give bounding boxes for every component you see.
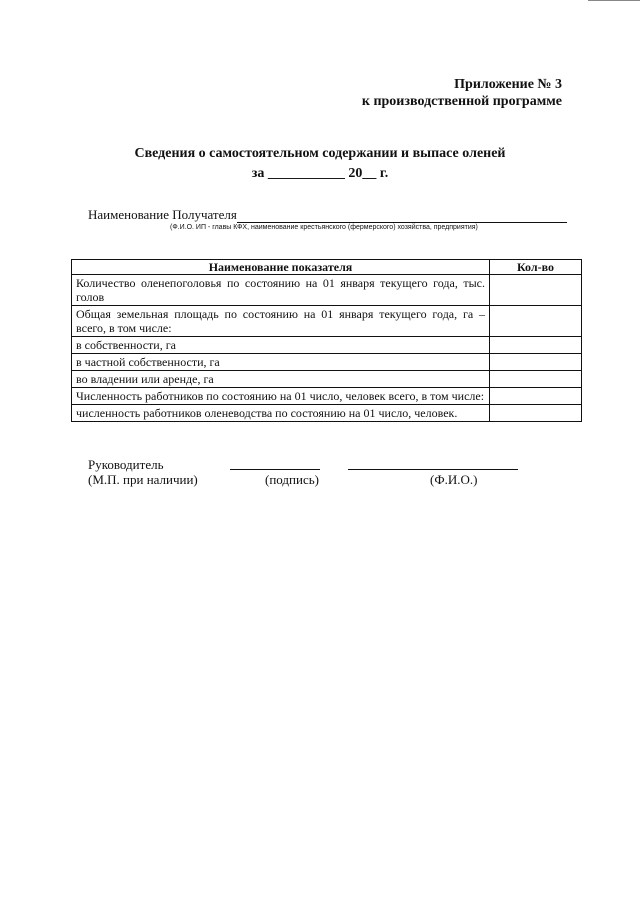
table-row: [72, 405, 582, 422]
table-header-row: [72, 260, 582, 275]
indicator-name: Общая земельная площадь по состоянию на 01 января текущего года, га – всего, в том числе:: [72, 306, 490, 337]
table-row: [72, 275, 582, 306]
table-row: [72, 354, 582, 371]
column-header-quantity: Кол-во: [490, 260, 582, 275]
indicator-name: во владении или аренде, га: [72, 371, 490, 388]
fio-line: [348, 469, 518, 470]
indicator-value: [490, 405, 582, 422]
recipient-fill-line: [237, 210, 567, 223]
recipient-label: Наименование Получателя: [88, 207, 237, 222]
table-row: [72, 371, 582, 388]
indicator-value: [490, 306, 582, 337]
recipient-field: [88, 207, 567, 223]
column-header-name: Наименование показателя: [72, 260, 490, 275]
appendix-number: Приложение № 3: [454, 77, 562, 92]
indicator-name: численность работников оленеводства по состоянию на 01 число, человек.: [72, 405, 490, 422]
indicator-name: Количество оленепоголовья по состоянию на 01 января текущего года, тыс. голов: [72, 275, 490, 306]
fio-caption: (Ф.И.О.): [430, 472, 478, 487]
table-row: [72, 306, 582, 337]
signature-caption: (подпись): [265, 472, 319, 487]
table-row: [72, 388, 582, 405]
indicator-value: [490, 354, 582, 371]
indicator-name: в собственности, га: [72, 337, 490, 354]
indicator-name: в частной собственности, га: [72, 354, 490, 371]
indicator-value: [490, 275, 582, 306]
recipient-hint: (Ф.И.О. ИП - главы КФХ, наименование крестьянского (фермерского) хозяйства, предприятия): [170, 224, 478, 231]
indicator-value: [490, 388, 582, 405]
indicator-value: [490, 337, 582, 354]
corner-mark: [588, 0, 640, 1]
signature-line: [230, 469, 320, 470]
stamp-label: (М.П. при наличии): [88, 472, 198, 487]
appendix-reference: к производственной программе: [361, 94, 562, 109]
head-label: Руководитель: [88, 457, 164, 472]
period-line: за ___________ 20__ г.: [251, 166, 389, 181]
indicator-name: Численность работников по состоянию на 01 число, человек всего, в том числе:: [72, 388, 490, 405]
indicator-value: [490, 371, 582, 388]
document-title: Сведения о самостоятельном содержании и выпасе оленей: [134, 146, 506, 161]
indicators-table: [71, 259, 582, 422]
table-row: [72, 337, 582, 354]
